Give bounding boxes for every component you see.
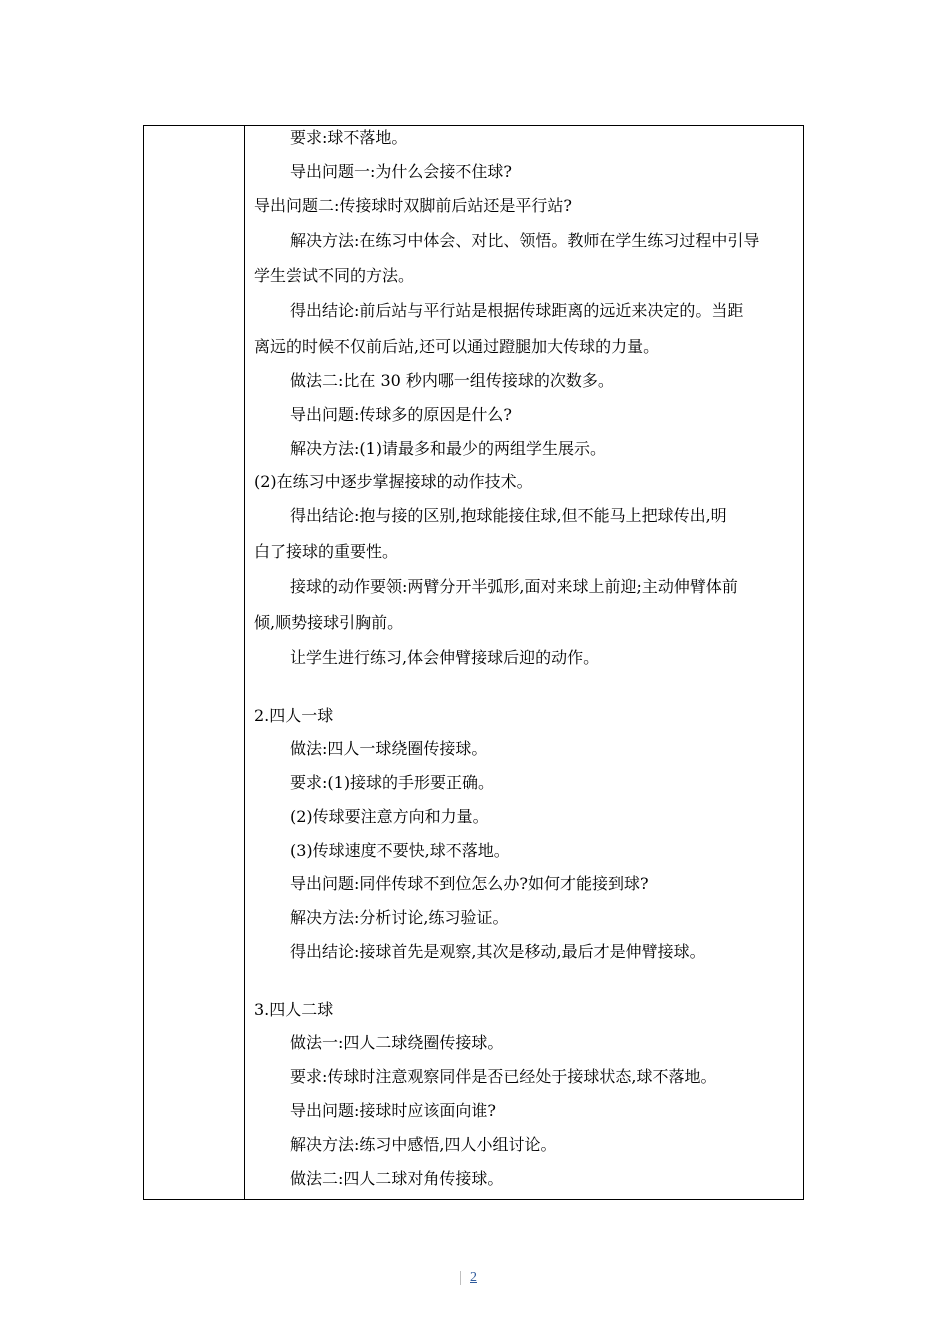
text-line: 接球的动作要领:两臂分开半弧形,面对来球上前迎;主动伸臂体前 xyxy=(290,577,738,596)
text-line: 解决方法:在练习中体会、对比、领悟。教师在学生练习过程中引导 xyxy=(290,231,760,250)
text-line: 要求:球不落地。 xyxy=(290,128,408,147)
text-line: 白了接球的重要性。 xyxy=(254,542,399,561)
text-line: 导出问题一:为什么会接不住球? xyxy=(290,162,512,181)
text-line: 做法一:四人二球绕圈传接球。 xyxy=(290,1033,504,1052)
text-line: 导出问题:传球多的原因是什么? xyxy=(290,405,512,424)
text-line: 做法二:四人二球对角传接球。 xyxy=(290,1169,504,1188)
text-line: 得出结论:接球首先是观察,其次是移动,最后才是伸臂接球。 xyxy=(290,942,706,961)
text-line: 得出结论:前后站与平行站是根据传球距离的远近来决定的。当距 xyxy=(290,301,744,320)
text-line: 得出结论:抱与接的区别,抱球能接住球,但不能马上把球传出,明 xyxy=(290,506,727,525)
left-cell xyxy=(144,126,244,1199)
text-line: 离远的时候不仅前后站,还可以通过蹬腿加大传球的力量。 xyxy=(254,337,660,356)
footer-divider xyxy=(460,1271,461,1285)
text-line: 导出问题二:传接球时双脚前后站还是平行站? xyxy=(254,196,572,215)
text-line: 解决方法:(1)请最多和最少的两组学生展示。 xyxy=(290,439,607,458)
text-line: 做法:四人一球绕圈传接球。 xyxy=(290,739,488,758)
text-line: 学生尝试不同的方法。 xyxy=(254,266,415,285)
column-divider xyxy=(244,126,245,1199)
text-line: (2)在练习中逐步掌握接球的动作技术。 xyxy=(254,472,533,491)
text-line: 要求:传球时注意观察同伴是否已经处于接球状态,球不落地。 xyxy=(290,1067,717,1086)
text-line: 让学生进行练习,体会伸臂接球后迎的动作。 xyxy=(290,648,600,667)
text-line: 导出问题:接球时应该面向谁? xyxy=(290,1101,496,1120)
text-line: 做法二:比在 30 秒内哪一组传接球的次数多。 xyxy=(290,371,614,390)
page-number[interactable]: 2 xyxy=(470,1270,477,1285)
lesson-table xyxy=(143,125,804,1200)
text-line: 解决方法:分析讨论,练习验证。 xyxy=(290,908,509,927)
text-line: 倾,顺势接球引胸前。 xyxy=(254,613,404,632)
text-line: (2)传球要注意方向和力量。 xyxy=(290,807,489,826)
text-line: (3)传球速度不要快,球不落地。 xyxy=(290,841,510,860)
section-heading: 2.四人一球 xyxy=(254,706,334,725)
text-line: 导出问题:同伴传球不到位怎么办?如何才能接到球? xyxy=(290,874,649,893)
text-line: 解决方法:练习中感悟,四人小组讨论。 xyxy=(290,1135,557,1154)
text-line: 要求:(1)接球的手形要正确。 xyxy=(290,773,495,792)
section-heading: 3.四人二球 xyxy=(254,1000,334,1019)
